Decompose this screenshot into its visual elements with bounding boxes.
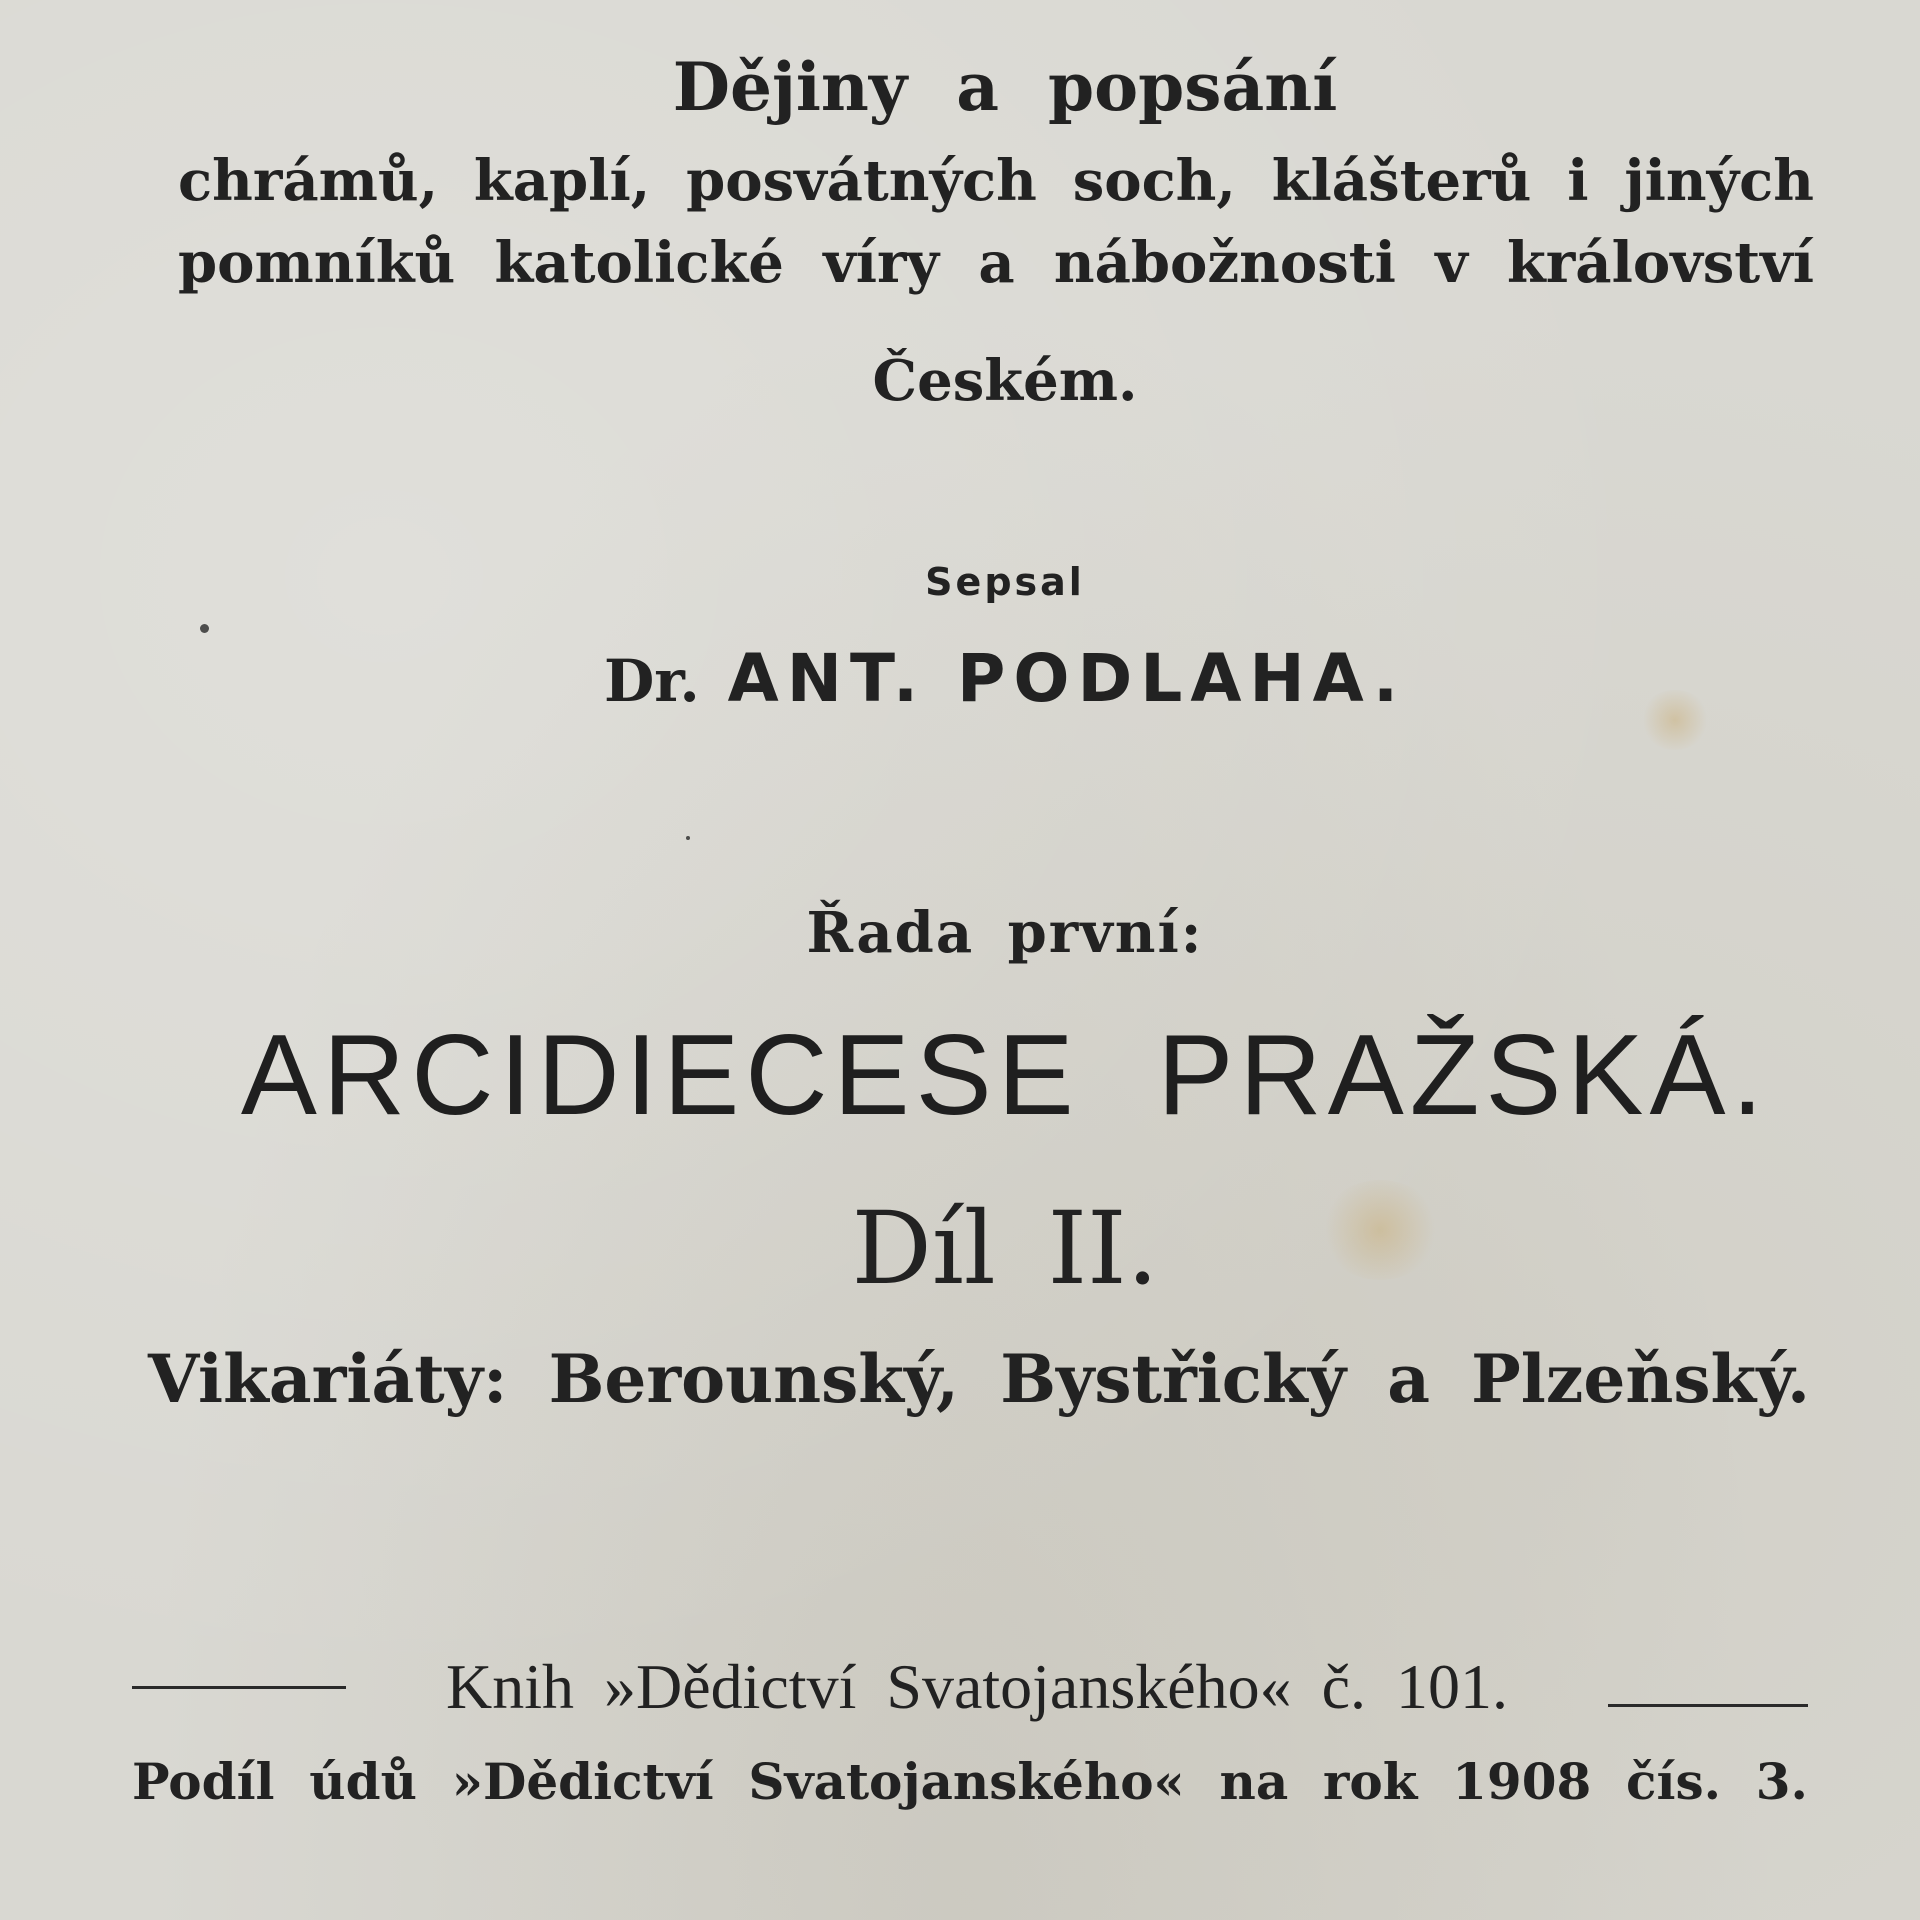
word: Vikariáty: [148, 1340, 508, 1418]
word: i [1567, 148, 1589, 214]
word: Bystřický [1000, 1340, 1347, 1418]
main-title: ARCIDIECESE PRAŽSKÁ. [240, 1012, 1770, 1139]
word: 1908 [1452, 1752, 1592, 1811]
word: Podíl [132, 1752, 275, 1811]
word: »Dědictví [451, 1752, 714, 1811]
part-number: Díl II. [851, 1190, 1159, 1307]
word: v [1435, 230, 1468, 296]
author [0, 640, 1920, 717]
word: kaplí, [473, 148, 651, 214]
word: pomníků [178, 230, 456, 296]
series-number: Knih »Dědictví Svatojanského« č. 101. [445, 1651, 1509, 1722]
heading: Dějiny a popsání [672, 48, 1338, 126]
word: rok [1323, 1752, 1418, 1811]
subtitle-line-2 [178, 230, 1814, 296]
vikariaty-line [148, 1340, 1810, 1418]
series-label: Řada první: [806, 900, 1204, 966]
word: údů [309, 1752, 417, 1811]
word: klášterů [1271, 148, 1532, 214]
word: jiných [1624, 148, 1814, 214]
right-rule [1608, 1704, 1808, 1707]
word: a [1387, 1340, 1430, 1418]
subtitle-line-3: Českém. [872, 348, 1138, 414]
footer-line-1 [132, 1650, 1808, 1724]
paper-speck [200, 624, 209, 633]
word: čís. [1626, 1752, 1722, 1811]
word: Svatojanského« [748, 1752, 1185, 1811]
word: království [1507, 230, 1814, 296]
word: Berounský, [548, 1340, 960, 1418]
word: víry [823, 230, 940, 296]
word: chrámů, [178, 148, 439, 214]
word: nábožnosti [1053, 230, 1396, 296]
subtitle-line-1 [178, 148, 1814, 214]
author-name: ANT. PODLAHA. [727, 640, 1407, 717]
word: Plzeňský. [1471, 1340, 1810, 1418]
word: 3. [1755, 1752, 1808, 1811]
word: posvátných [686, 148, 1037, 214]
footer-line-2 [132, 1752, 1808, 1811]
author-prefix: Dr. [603, 647, 700, 715]
word: soch, [1072, 148, 1236, 214]
word: katolické [494, 230, 784, 296]
word: na [1219, 1752, 1289, 1811]
left-rule [132, 1686, 346, 1689]
word: a [978, 230, 1015, 296]
paper-speck [686, 836, 690, 840]
sepsal-label: Sepsal [925, 560, 1085, 604]
